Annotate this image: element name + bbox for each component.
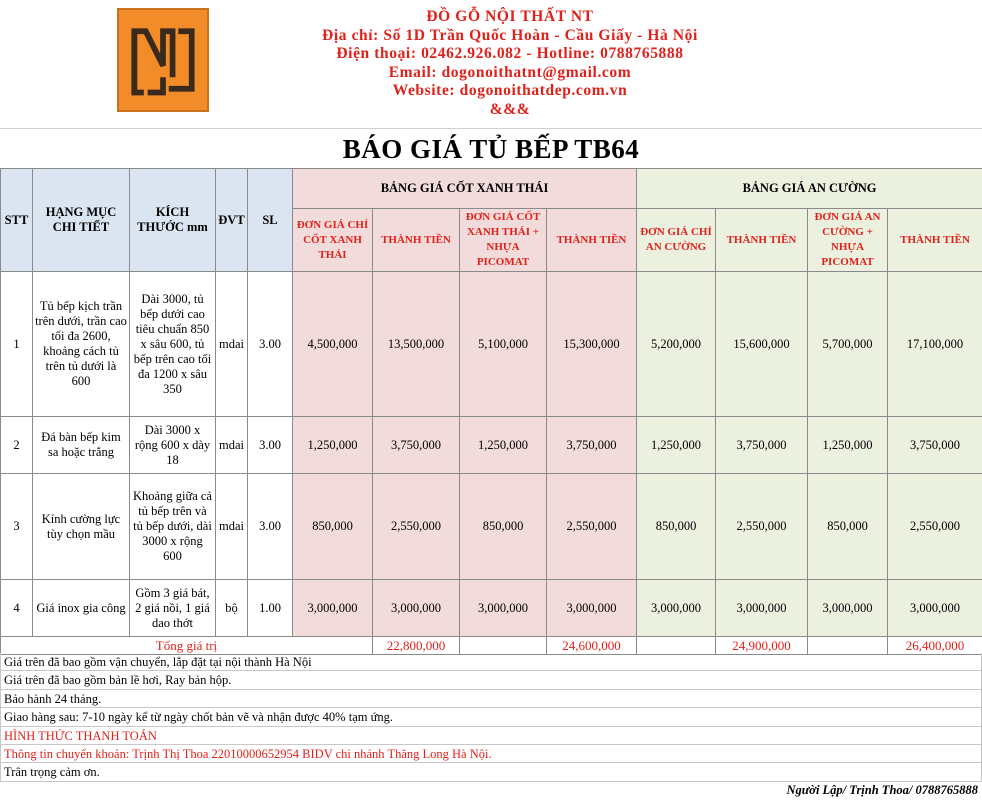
logo-nt-icon [119, 10, 207, 110]
header-row-1 [1, 169, 982, 209]
cell-price-4: 850,000 [808, 474, 888, 580]
cell-total-1: 2,550,000 [373, 474, 460, 580]
total-label: Tổng giá trị [1, 637, 373, 655]
total-value-4: 26,400,000 [888, 637, 982, 655]
table-row [1, 474, 982, 580]
sub-header-g2-total: THÀNH TIỀN [716, 209, 808, 272]
cell-size: Gồm 3 giá bát, 2 giá nồi, 1 giá dao thớt [130, 580, 216, 637]
cell-price-4: 5,700,000 [808, 272, 888, 417]
cell-price-2: 1,250,000 [460, 417, 547, 474]
note-line: Giao hàng sau: 7-10 ngày kể từ ngày chốt bản vẽ và nhận được 40% tạm ứng. [0, 708, 982, 726]
total-row [1, 637, 982, 655]
document-header [0, 0, 982, 128]
signer-info: Người Lập/ Trịnh Thoa/ 0788765888 [786, 783, 978, 797]
payment-method-heading: HÌNH THỨC THANH TOÁN [0, 727, 982, 745]
total-value-2: 24,600,000 [547, 637, 637, 655]
bank-transfer-info: Thông tin chuyển khoản: Trịnh Thị Thoa 22010000652954 BIDV chi nhánh Thăng Long Hà Nội. [0, 745, 982, 763]
cell-total-3: 15,600,000 [716, 272, 808, 417]
cell-unit: mdai [216, 272, 248, 417]
cell-price-1: 4,500,000 [293, 272, 373, 417]
group-header-xanh-thai: BẢNG GIÁ CỐT XANH THÁI [293, 169, 637, 209]
cell-qty: 3.00 [248, 272, 293, 417]
page-title: BÁO GIÁ TỦ BẾP TB64 [0, 128, 982, 168]
total-value-1: 22,800,000 [373, 637, 460, 655]
table-row [1, 272, 982, 417]
cell-price-1: 1,250,000 [293, 417, 373, 474]
company-website: Website: dogonoithatdep.com.vn [392, 82, 628, 99]
col-header-item: HẠNG MỤC CHI TIẾT [33, 169, 130, 272]
cell-price-2: 3,000,000 [460, 580, 547, 637]
cell-qty: 1.00 [248, 580, 293, 637]
sub-header-g2-price: ĐƠN GIÁ CHỈ AN CƯỜNG [637, 209, 716, 272]
cell-total-2: 2,550,000 [547, 474, 637, 580]
company-logo [117, 8, 209, 112]
sub-header-g2-price-picomat: ĐƠN GIÁ AN CƯỜNG + NHỰA PICOMAT [808, 209, 888, 272]
total-spacer-2 [637, 637, 716, 655]
table-row [1, 417, 982, 474]
col-header-unit: ĐVT [216, 169, 248, 272]
company-extra: &&& [489, 100, 531, 118]
cell-unit: bộ [216, 580, 248, 637]
company-phone: Điện thoại: 02462.926.082 - Hotline: 0788765888 [336, 45, 684, 62]
cell-price-3: 850,000 [637, 474, 716, 580]
cell-item: Tủ bếp kịch trần trên dưới, trần cao tối đa 2600, khoảng cách tủ trên tủ dưới là 600 [33, 272, 130, 417]
cell-size: Dài 3000 x rộng 600 x dày 18 [130, 417, 216, 474]
note-line: Bảo hành 24 tháng. [0, 690, 982, 708]
cell-price-3: 3,000,000 [637, 580, 716, 637]
notes-section [0, 653, 982, 782]
cell-unit: mdai [216, 474, 248, 580]
company-email: Email: dogonoithatnt@gmail.com [388, 63, 632, 81]
cell-price-3: 1,250,000 [637, 417, 716, 474]
cell-item: Đá bàn bếp kim sa hoặc trắng [33, 417, 130, 474]
company-name: ĐỒ GỖ NỘI THẤT NT [426, 8, 594, 25]
cell-total-1: 13,500,000 [373, 272, 460, 417]
cell-total-3: 3,750,000 [716, 417, 808, 474]
sub-header-g1-price: ĐƠN GIÁ CHỈ CỐT XANH THÁI [293, 209, 373, 272]
cell-price-1: 3,000,000 [293, 580, 373, 637]
total-spacer-1 [460, 637, 547, 655]
cell-total-1: 3,750,000 [373, 417, 460, 474]
sub-header-g1-price-picomat: ĐƠN GIÁ CỐT XANH THÁI + NHỰA PICOMAT [460, 209, 547, 272]
sub-header-g1-total: THÀNH TIỀN [373, 209, 460, 272]
cell-price-2: 5,100,000 [460, 272, 547, 417]
cell-total-4: 17,100,000 [888, 272, 982, 417]
company-info [230, 8, 790, 119]
cell-stt: 2 [1, 417, 33, 474]
cell-total-3: 2,550,000 [716, 474, 808, 580]
cell-total-4: 3,000,000 [888, 580, 982, 637]
cell-total-4: 3,750,000 [888, 417, 982, 474]
cell-item: Giá inox gia công [33, 580, 130, 637]
cell-size: Khoảng giữa cả tủ bếp trên và tủ bếp dưới, dài 3000 x rộng 600 [130, 474, 216, 580]
cell-price-2: 850,000 [460, 474, 547, 580]
table-row [1, 580, 982, 637]
cell-qty: 3.00 [248, 474, 293, 580]
note-line: Trân trọng cảm ơn. [0, 763, 982, 781]
col-header-stt: STT [1, 169, 33, 272]
quote-table [0, 168, 982, 655]
cell-price-1: 850,000 [293, 474, 373, 580]
cell-total-4: 2,550,000 [888, 474, 982, 580]
group-header-an-cuong: BẢNG GIÁ AN CƯỜNG [637, 169, 982, 209]
cell-item: Kính cường lực tùy chọn mầu [33, 474, 130, 580]
total-value-3: 24,900,000 [716, 637, 808, 655]
cell-stt: 3 [1, 474, 33, 580]
cell-total-2: 15,300,000 [547, 272, 637, 417]
cell-total-2: 3,750,000 [547, 417, 637, 474]
cell-price-4: 3,000,000 [808, 580, 888, 637]
note-line: Giá trên đã bao gồm bản lề hơi, Ray bản hộp. [0, 671, 982, 689]
col-header-size: KÍCH THƯỚC mm [130, 169, 216, 272]
cell-total-1: 3,000,000 [373, 580, 460, 637]
cell-price-3: 5,200,000 [637, 272, 716, 417]
cell-size: Dài 3000, tủ bếp dưới cao tiêu chuẩn 850 x sâu 600, tủ bếp trên cao tối đa 1200 x sâu 350 [130, 272, 216, 417]
cell-stt: 1 [1, 272, 33, 417]
cell-unit: mdai [216, 417, 248, 474]
cell-qty: 3.00 [248, 417, 293, 474]
col-header-qty: SL [248, 169, 293, 272]
sub-header-g2-total-picomat: THÀNH TIỀN [888, 209, 982, 272]
cell-total-2: 3,000,000 [547, 580, 637, 637]
sub-header-g1-total-picomat: THÀNH TIỀN [547, 209, 637, 272]
cell-price-4: 1,250,000 [808, 417, 888, 474]
cell-stt: 4 [1, 580, 33, 637]
company-address: Địa chỉ: Số 1D Trần Quốc Hoàn - Cầu Giấy - Hà Nội [322, 26, 698, 44]
cell-total-3: 3,000,000 [716, 580, 808, 637]
total-spacer-3 [808, 637, 888, 655]
note-line: Giá trên đã bao gồm vận chuyển, lắp đặt tại nội thành Hà Nội [0, 653, 982, 671]
